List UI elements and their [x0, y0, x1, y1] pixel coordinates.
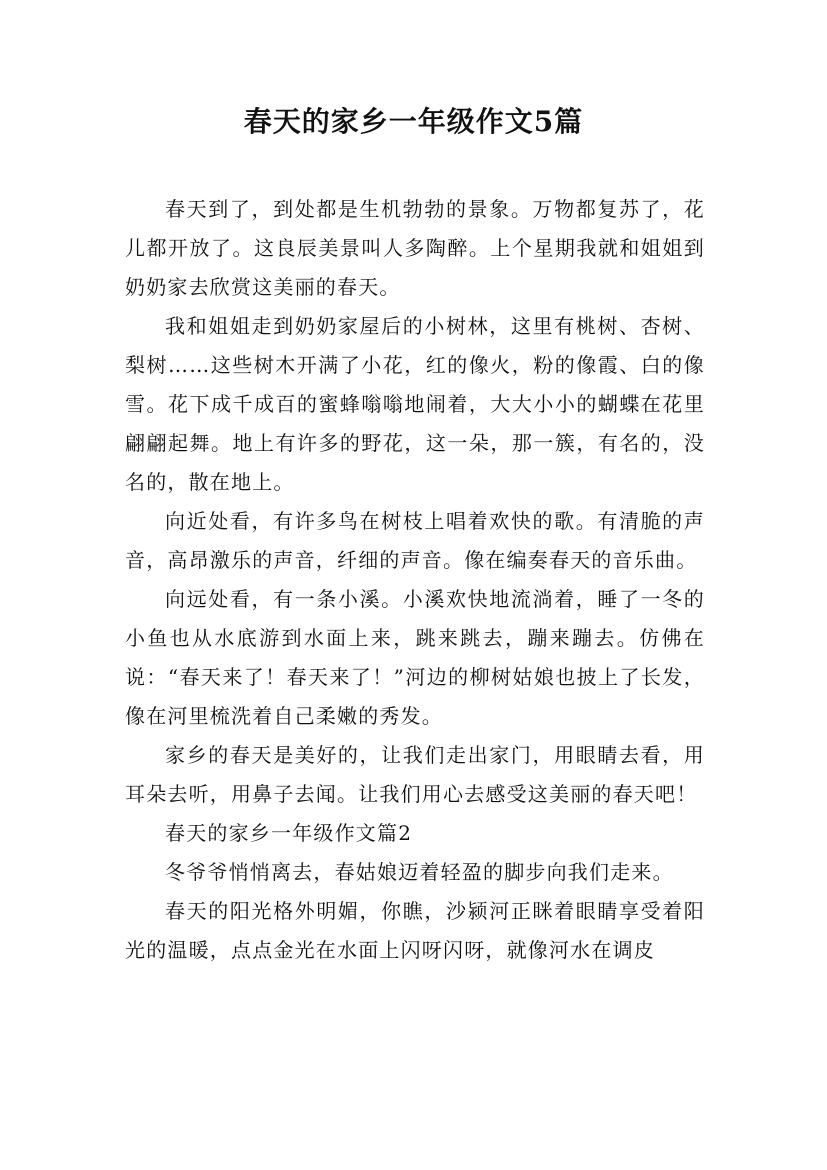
paragraph: 我和姐姐走到奶奶家屋后的小树林，这里有桃树、杏树、梨树……这些树木开满了小花，红的像火，粉的像霞、白的像雪。花下成千成百的蜜蜂嗡嗡地闹着，大大小小的蝴蝶在花里翩翩起舞。地上有许多的野花，这一朵，那一簇，有名的，没名的，散在地上。	[125, 314, 705, 494]
document-title: 春天的家乡一年级作文5篇	[243, 105, 584, 138]
paragraph: 向近处看，有许多鸟在树枝上唱着欢快的歌。有清脆的声音，高昂激乐的声音，纤细的声音。像在编奏春天的音乐曲。	[125, 509, 705, 572]
section-heading: 春天的家乡一年级作文篇2	[165, 821, 413, 845]
paragraph: 家乡的春天是美好的，让我们走出家门，用眼睛去看，用耳朵去听，用鼻子去闻。让我们用心去感受这美丽的春天吧！	[125, 743, 705, 806]
paragraph: 春天的阳光格外明媚，你瞧，沙颍河正眯着眼睛享受着阳光的温暖，点点金光在水面上闪呀闪呀，就像河水在调皮	[125, 899, 705, 962]
paragraph: 春天到了，到处都是生机勃勃的景象。万物都复苏了，花儿都开放了。这良辰美景叫人多陶醉。上个星期我就和姐姐到奶奶家去欣赏这美丽的春天。	[125, 197, 705, 299]
paragraph: 冬爷爷悄悄离去，春姑娘迈着轻盈的脚步向我们走来。	[165, 860, 674, 884]
paragraph: 向远处看，有一条小溪。小溪欢快地流淌着，睡了一冬的小鱼也从水底游到水面上来，跳来跳去，蹦来蹦去。仿佛在说：“春天来了！春天来了！”河边的柳树姑娘也披上了长发，像在河里梳洗着自己柔嫩的秀发。	[125, 587, 705, 728]
document-body	[125, 190, 705, 970]
